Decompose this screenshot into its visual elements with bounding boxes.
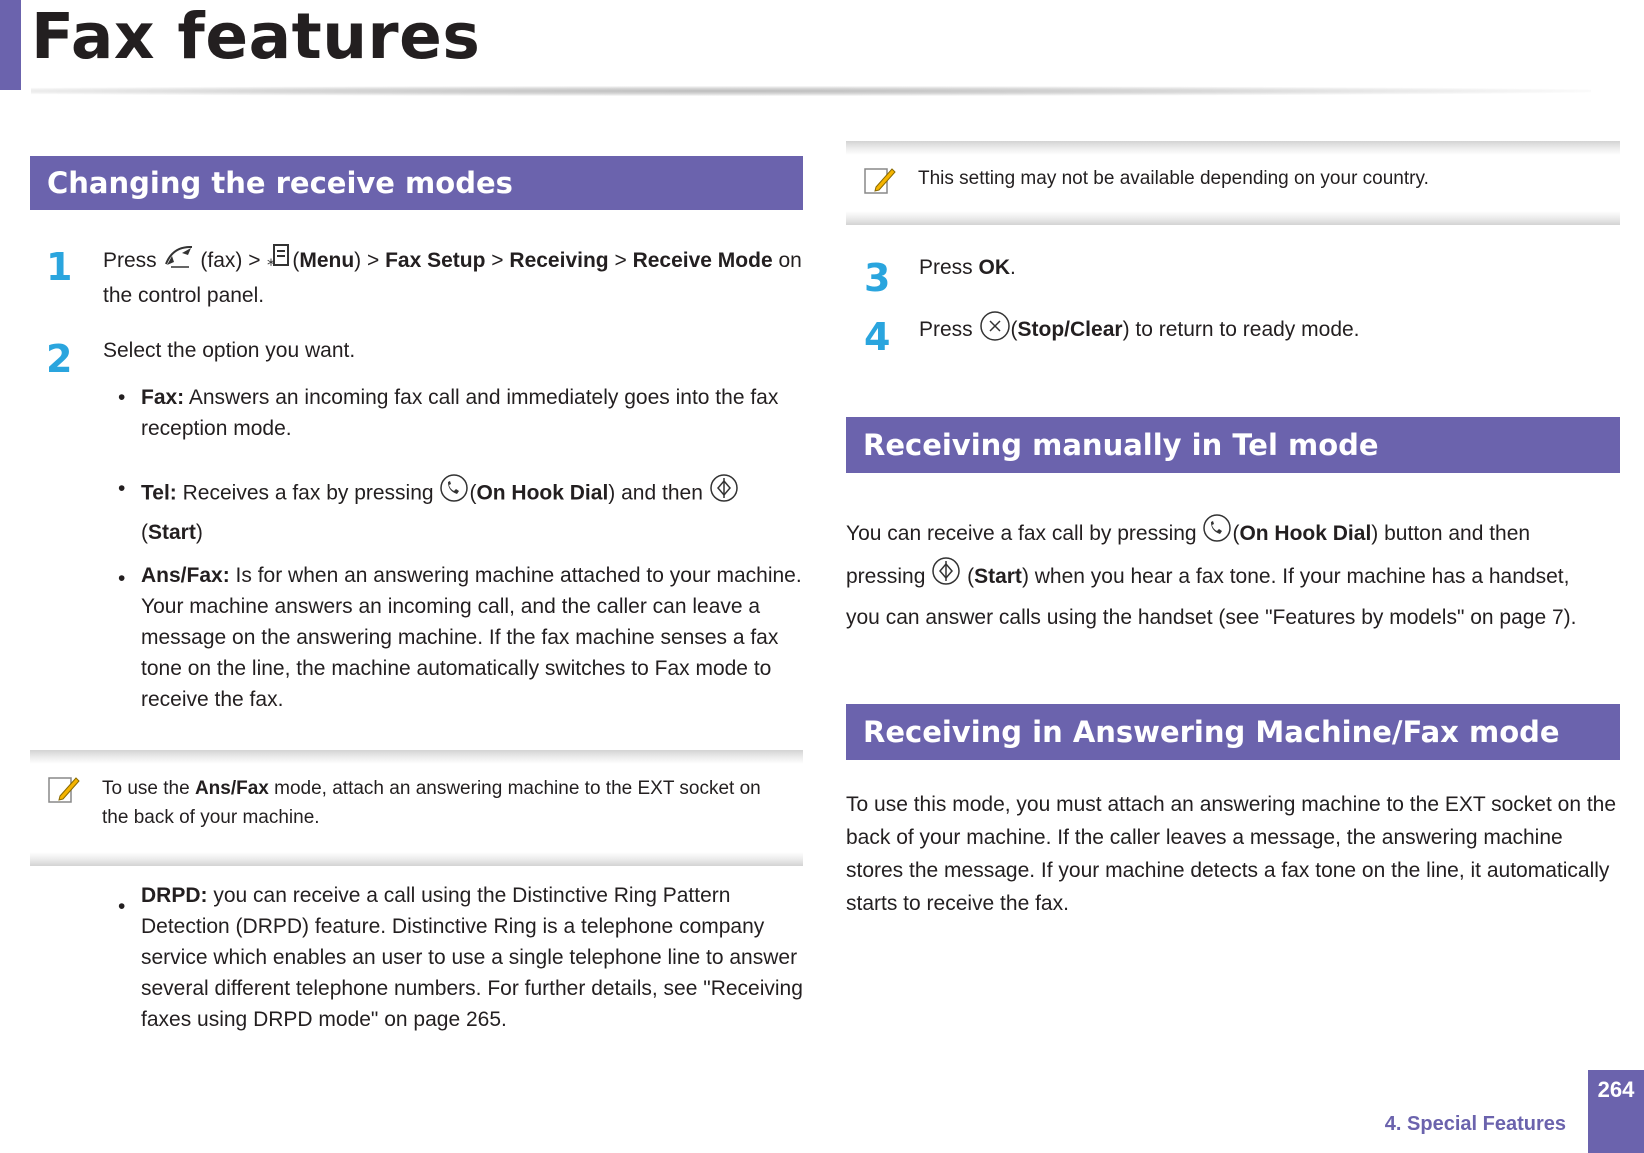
- page-number: 264: [1588, 1070, 1644, 1153]
- step-number-3: 3: [864, 256, 891, 300]
- step-number-4: 4: [864, 315, 891, 359]
- step-1-text: Press (fax) > * (Menu) > Fax Setup > Receiving > Receive Mode on the control panel.: [103, 243, 803, 311]
- note-ansfax-text: To use the Ans/Fax mode, attach an answering machine to the EXT socket on the back of your machine.: [102, 778, 761, 828]
- bullet-tel: Tel: Receives a fax by pressing (On Hook Dial) and then (Start): [141, 473, 803, 551]
- on-hook-dial-icon: [1202, 513, 1232, 556]
- svg-text:*: *: [267, 255, 276, 271]
- section-answering-machine: Receiving in Answering Machine/Fax mode: [846, 704, 1620, 760]
- menu-icon: [266, 243, 292, 280]
- note-pencil-icon: [862, 163, 896, 197]
- start-icon: [709, 473, 739, 515]
- note-pencil-icon: [46, 772, 80, 806]
- step-number-1: 1: [46, 245, 73, 289]
- answering-mode-text: To use this mode, you must attach an answering machine to the EXT socket on the back of your machine. If the caller leaves a message, the answering machine stores the message. If your machine detects a fax tone on the line, it automatically starts to receive the fax.: [846, 793, 1617, 915]
- start-icon: [931, 556, 961, 599]
- step-number-2: 2: [46, 337, 73, 381]
- on-hook-dial-icon: [439, 473, 469, 515]
- bullet-drpd: DRPD: you can receive a call using the Distinctive Ring Pattern Detection (DRPD) feature. Distinctive Ring is a telephone company service which enables an user to use a single telephone line to answer several different telephone numbers. For further details, see "Receiving faxes using DRPD mode" on page 265.: [141, 884, 803, 1031]
- bullet-fax: Fax: Answers an incoming fax call and immediately goes into the fax reception mode.: [141, 386, 779, 440]
- manual-mode-text: You can receive a fax call by pressing (On Hook Dial) button and then pressing (Start) when you hear a fax tone. If your machine has a handset, you can answer calls using the handset (see "Features by models" on page 7).: [846, 513, 1621, 637]
- title-divider: [31, 86, 1591, 96]
- section-receiving-manually: Receiving manually in Tel mode: [846, 417, 1620, 473]
- step-2-text: Select the option you want.: [103, 339, 356, 362]
- stop-clear-icon: [979, 310, 1011, 351]
- bullet-marker: •: [118, 386, 126, 409]
- header-accent-bar: [0, 0, 21, 90]
- bullet-marker: •: [118, 895, 126, 918]
- bullet-ansfax: Ans/Fax: Is for when an answering machine attached to your machine. Your machine answers an incoming call, and the caller can leave a message on the answering machine. If the fax machine senses a fax tone on the line, the machine automatically switches to Fax mode to receive the fax.: [141, 564, 802, 711]
- page-title: Fax features: [31, 0, 481, 73]
- step-3-text: Press OK.: [919, 256, 1016, 279]
- note-country-text: This setting may not be available depending on your country.: [918, 168, 1429, 189]
- footer-section: 4. Special Features: [1384, 1113, 1566, 1135]
- step-4-text: Press (Stop/Clear) to return to ready mode.: [919, 310, 1619, 351]
- note-box-country: [846, 141, 1620, 225]
- section-changing-receive-modes: Changing the receive modes: [30, 156, 803, 210]
- bullet-marker: •: [118, 477, 126, 500]
- fax-icon: [163, 244, 195, 279]
- note-box-ansfax: [30, 750, 803, 866]
- bullet-marker: •: [118, 567, 126, 590]
